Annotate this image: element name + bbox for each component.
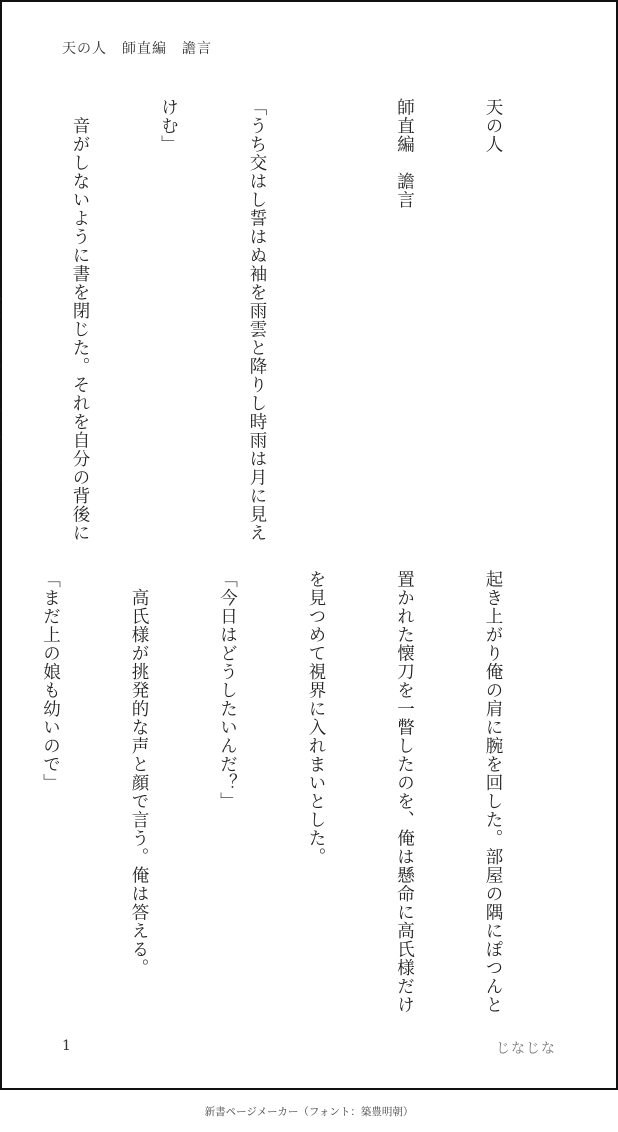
text-line: [0, 98, 6, 538]
text-line: 音がしないように書を閉じた。それを自分の背後に: [70, 98, 90, 542]
text-line: 高氏様が挑発的な声と顔で言う。俺は答える。: [129, 570, 149, 977]
text-line: 「今日はどうしたいんだ？」: [217, 570, 238, 811]
page-number: 1: [62, 1038, 71, 1054]
text-line: を見つめて視界に入れまいとした。: [306, 570, 326, 866]
text-line: 「まだ上の娘も幼いので」: [40, 570, 61, 792]
text-line: 起き上がり俺の肩に腕を回した。部屋の隅にぽつんと: [483, 570, 503, 1014]
text-line: けむ」: [158, 98, 179, 154]
author-name: じなじな: [496, 1041, 556, 1057]
text-line: 「うち交はし誓はぬ袖を雨雲と降りし時雨は月に見え: [247, 98, 267, 542]
generator-caption: 新書ページメーカー（フォント：築豊明朝）: [204, 1106, 414, 1118]
upper-text-block: [0, 98, 566, 542]
text-line: 置かれた懐刀を一瞥したのを、俺は懸命に高氏様だけ: [394, 570, 415, 1014]
running-head: 天の人 師直編 譫言: [62, 41, 212, 57]
text-line: 師直編 譫言: [394, 98, 415, 209]
lower-text-block: [0, 570, 566, 1014]
text-line: 天の人: [483, 98, 503, 154]
